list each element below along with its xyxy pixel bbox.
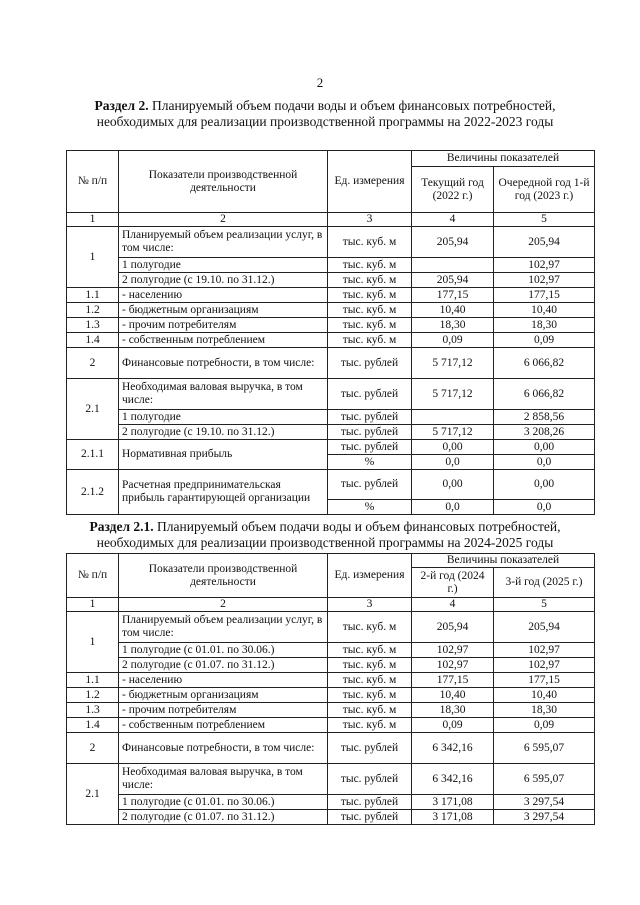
table-row <box>67 379 595 410</box>
row-indicator: Нормативная прибыль <box>119 440 328 470</box>
row-num: 1.3 <box>67 318 119 333</box>
header-values: Величины показателей <box>412 554 595 568</box>
table-row <box>67 643 595 658</box>
row-value-b: 6 595,07 <box>494 733 595 764</box>
row-value-a: 5 717,12 <box>412 348 494 379</box>
row-value-a: 0,0 <box>412 455 494 470</box>
table-row <box>67 612 595 643</box>
row-unit: тыс. рублей <box>328 470 412 500</box>
table-row <box>67 303 595 318</box>
row-unit: тыс. рублей <box>328 425 412 440</box>
row-value-b: 177,15 <box>494 288 595 303</box>
row-value-a: 0,09 <box>412 718 494 733</box>
table-row <box>67 688 595 703</box>
row-unit: % <box>328 455 412 470</box>
row-value-b: 0,09 <box>494 718 595 733</box>
header-indicator: Показатели производственной деятельности <box>119 151 328 213</box>
column-number: 1 <box>67 213 119 227</box>
row-value-a: 3 171,08 <box>412 795 494 810</box>
table-row <box>67 273 595 288</box>
row-value-b: 177,15 <box>494 673 595 688</box>
row-num: 1.4 <box>67 718 119 733</box>
row-num: 1.1 <box>67 288 119 303</box>
row-value-b: 18,30 <box>494 703 595 718</box>
row-unit: тыс. куб. м <box>328 227 412 258</box>
table-row <box>67 258 595 273</box>
header-num: № п/п <box>67 554 119 598</box>
table-row <box>67 333 595 348</box>
table-row <box>67 658 595 673</box>
row-value-b: 102,97 <box>494 658 595 673</box>
column-number: 2 <box>119 213 328 227</box>
row-value-a: 0,09 <box>412 333 494 348</box>
column-number: 5 <box>494 598 595 612</box>
row-indicator: - населению <box>119 288 328 303</box>
header-col-b: Очередной год 1-й год (2023 г.) <box>494 167 595 213</box>
column-number: 2 <box>119 598 328 612</box>
table-row <box>67 810 595 825</box>
row-indicator: - бюджетным организациям <box>119 303 328 318</box>
section-2-title-bold: Раздел 2.1. <box>89 519 154 534</box>
section-1-title-bold: Раздел 2. <box>94 98 149 113</box>
table-row <box>67 703 595 718</box>
row-value-a: 10,40 <box>412 303 494 318</box>
row-unit: тыс. куб. м <box>328 612 412 643</box>
row-indicator: 1 полугодие (с 01.01. по 30.06.) <box>119 643 328 658</box>
row-num: 2.1 <box>67 764 119 825</box>
row-unit: тыс. куб. м <box>328 303 412 318</box>
row-value-b: 3 297,54 <box>494 810 595 825</box>
row-num: 1.4 <box>67 333 119 348</box>
section-2-table <box>66 553 595 825</box>
row-value-a: 0,0 <box>412 500 494 515</box>
table-row <box>67 425 595 440</box>
row-indicator: 2 полугодие (с 01.07. по 31.12.) <box>119 658 328 673</box>
row-indicator: Финансовые потребности, в том числе: <box>119 733 328 764</box>
row-indicator: Необходимая валовая выручка, в том числе: <box>119 379 328 410</box>
row-unit: тыс. куб. м <box>328 718 412 733</box>
header-values: Величины показателей <box>412 151 595 167</box>
row-unit: тыс. рублей <box>328 764 412 795</box>
row-value-b: 205,94 <box>494 612 595 643</box>
row-value-b: 10,40 <box>494 303 595 318</box>
column-number: 3 <box>328 598 412 612</box>
row-value-a: 10,40 <box>412 688 494 703</box>
row-value-a: 102,97 <box>412 643 494 658</box>
row-indicator: Расчетная предпринимательская прибыль гарантирующей организации <box>119 470 328 515</box>
header-num: № п/п <box>67 151 119 213</box>
header-indicator: Показатели производственной деятельности <box>119 554 328 598</box>
row-indicator: - населению <box>119 673 328 688</box>
section-1-title-text: Планируемый объем подачи воды и объем финансовых потребностей, необходимых для реализации производственной программы на 2022-2023 годы <box>96 98 556 129</box>
row-value-a: 0,00 <box>412 470 494 500</box>
section-2-title <box>60 519 590 551</box>
row-unit: тыс. куб. м <box>328 673 412 688</box>
header-unit: Ед. измерения <box>328 554 412 598</box>
row-indicator: 1 полугодие <box>119 410 328 425</box>
section-2-title-text: Планируемый объем подачи воды и объем финансовых потребностей, необходимых для реализации производственной программы на 2024-2025 годы <box>96 519 561 550</box>
row-indicator: 2 полугодие (с 01.07. по 31.12.) <box>119 810 328 825</box>
header-col-b: 3-й год (2025 г.) <box>494 568 595 598</box>
row-value-b: 0,00 <box>494 440 595 455</box>
row-unit: тыс. куб. м <box>328 333 412 348</box>
row-num: 1.3 <box>67 703 119 718</box>
table-row <box>67 764 595 795</box>
row-indicator: Необходимая валовая выручка, в том числе: <box>119 764 328 795</box>
row-unit: тыс. рублей <box>328 440 412 455</box>
row-value-b: 205,94 <box>494 227 595 258</box>
row-unit: тыс. куб. м <box>328 318 412 333</box>
row-num: 2 <box>67 733 119 764</box>
row-value-a: 5 717,12 <box>412 425 494 440</box>
table-row <box>67 410 595 425</box>
row-num: 2.1 <box>67 379 119 440</box>
row-indicator: Планируемый объем реализации услуг, в том числе: <box>119 612 328 643</box>
row-value-a: 102,97 <box>412 658 494 673</box>
row-value-b: 0,09 <box>494 333 595 348</box>
row-value-a: 177,15 <box>412 288 494 303</box>
row-value-b: 0,0 <box>494 455 595 470</box>
row-indicator: - собственным потреблением <box>119 718 328 733</box>
row-value-b: 0,00 <box>494 470 595 500</box>
table-row <box>67 288 595 303</box>
row-unit: тыс. рублей <box>328 379 412 410</box>
table-row <box>67 470 595 500</box>
row-num: 1 <box>67 227 119 288</box>
row-value-b: 6 066,82 <box>494 348 595 379</box>
row-num: 1 <box>67 612 119 673</box>
row-num: 2.1.1 <box>67 440 119 470</box>
row-value-a: 6 342,16 <box>412 733 494 764</box>
row-unit: тыс. куб. м <box>328 643 412 658</box>
row-unit: тыс. рублей <box>328 348 412 379</box>
row-unit: тыс. куб. м <box>328 658 412 673</box>
table-row <box>67 440 595 455</box>
section-1-table <box>66 150 595 515</box>
row-num: 1.1 <box>67 673 119 688</box>
row-indicator: 2 полугодие (с 19.10. по 31.12.) <box>119 273 328 288</box>
table-row <box>67 673 595 688</box>
row-num: 2.1.2 <box>67 470 119 515</box>
row-unit: тыс. куб. м <box>328 688 412 703</box>
row-value-a: 6 342,16 <box>412 764 494 795</box>
row-value-b: 10,40 <box>494 688 595 703</box>
column-number: 5 <box>494 213 595 227</box>
row-value-b: 6 066,82 <box>494 379 595 410</box>
row-indicator: - прочим потребителям <box>119 318 328 333</box>
table-row <box>67 348 595 379</box>
column-number: 1 <box>67 598 119 612</box>
column-number: 3 <box>328 213 412 227</box>
table-row <box>67 718 595 733</box>
row-value-a <box>412 410 494 425</box>
column-number: 4 <box>412 598 494 612</box>
row-value-a: 205,94 <box>412 612 494 643</box>
row-value-a: 177,15 <box>412 673 494 688</box>
row-indicator: Планируемый объем реализации услуг, в том числе: <box>119 227 328 258</box>
row-value-a: 5 717,12 <box>412 379 494 410</box>
row-num: 1.2 <box>67 688 119 703</box>
row-unit: тыс. рублей <box>328 795 412 810</box>
row-value-a: 0,00 <box>412 440 494 455</box>
header-unit: Ед. измерения <box>328 151 412 213</box>
row-value-b: 6 595,07 <box>494 764 595 795</box>
row-num: 2 <box>67 348 119 379</box>
row-indicator: - прочим потребителям <box>119 703 328 718</box>
row-indicator: 1 полугодие (с 01.01. по 30.06.) <box>119 795 328 810</box>
row-indicator: - бюджетным организациям <box>119 688 328 703</box>
row-value-b: 3 208,26 <box>494 425 595 440</box>
row-value-b: 102,97 <box>494 258 595 273</box>
row-value-b: 3 297,54 <box>494 795 595 810</box>
row-value-b: 2 858,56 <box>494 410 595 425</box>
row-unit: % <box>328 500 412 515</box>
row-indicator: Финансовые потребности, в том числе: <box>119 348 328 379</box>
section-1-title <box>60 98 590 130</box>
row-unit: тыс. рублей <box>328 733 412 764</box>
row-value-a: 18,30 <box>412 703 494 718</box>
row-indicator: 2 полугодие (с 19.10. по 31.12.) <box>119 425 328 440</box>
row-value-a: 205,94 <box>412 273 494 288</box>
header-col-a: Текущий год (2022 г.) <box>412 167 494 213</box>
row-value-a: 3 171,08 <box>412 810 494 825</box>
row-unit: тыс. куб. м <box>328 288 412 303</box>
row-unit: тыс. куб. м <box>328 273 412 288</box>
row-unit: тыс. рублей <box>328 810 412 825</box>
row-value-b: 18,30 <box>494 318 595 333</box>
row-value-a: 18,30 <box>412 318 494 333</box>
row-indicator: 1 полугодие <box>119 258 328 273</box>
row-value-a: 205,94 <box>412 227 494 258</box>
row-value-a <box>412 258 494 273</box>
row-value-b: 0,0 <box>494 500 595 515</box>
table-row <box>67 733 595 764</box>
row-value-b: 102,97 <box>494 643 595 658</box>
row-indicator: - собственным потреблением <box>119 333 328 348</box>
row-unit: тыс. куб. м <box>328 703 412 718</box>
table-row <box>67 318 595 333</box>
page-number: 2 <box>316 75 324 90</box>
row-unit: тыс. куб. м <box>328 258 412 273</box>
header-col-a: 2-й год (2024 г.) <box>412 568 494 598</box>
table-row <box>67 227 595 258</box>
table-row <box>67 795 595 810</box>
row-num: 1.2 <box>67 303 119 318</box>
column-number: 4 <box>412 213 494 227</box>
row-value-b: 102,97 <box>494 273 595 288</box>
row-unit: тыс. рублей <box>328 410 412 425</box>
